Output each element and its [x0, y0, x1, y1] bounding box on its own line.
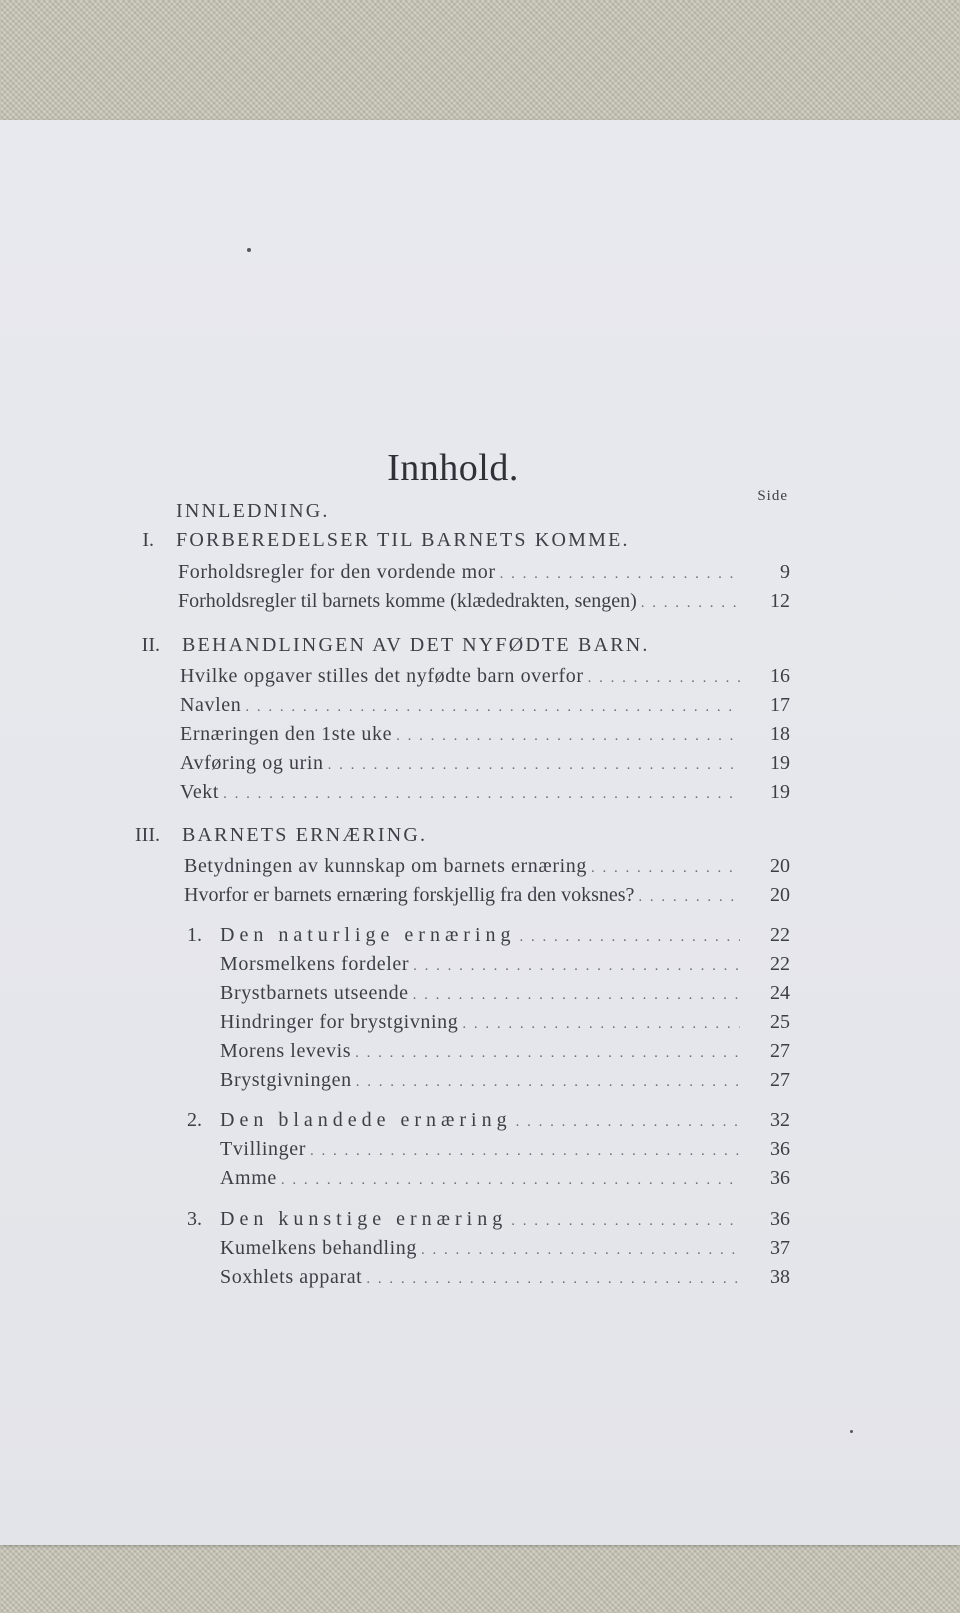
subsection-heading: Den naturlige ernæring: [220, 924, 516, 946]
entry-page: 27: [770, 1040, 790, 1062]
toc-entry: [0, 748, 960, 778]
dot-leader: [462, 1009, 740, 1039]
entry-label: Brystbarnets utseende: [220, 982, 409, 1004]
book-page: [0, 120, 960, 1545]
page-title: Innhold.: [387, 447, 519, 489]
subsection-heading: Den kunstige ernæring: [220, 1208, 508, 1230]
section-heading-row: [0, 630, 960, 660]
entry-label: Morens levevis: [220, 1040, 352, 1062]
dot-leader: [355, 1038, 740, 1068]
dot-leader: [356, 1067, 740, 1097]
section-heading: BEHANDLINGEN AV DET NYFØDTE BARN.: [182, 634, 650, 656]
dot-leader: [310, 1136, 740, 1166]
entry-page: 36: [770, 1167, 790, 1189]
toc-entry: [0, 1163, 960, 1193]
entry-label: Vekt: [180, 781, 220, 803]
entry-label: Ernæringen den 1ste uke: [180, 723, 393, 745]
section-heading-row: [0, 820, 960, 850]
dot-leader: [328, 750, 740, 780]
entry-page: 37: [770, 1237, 790, 1259]
section-numeral: III.: [135, 824, 160, 846]
section-numeral: I.: [142, 529, 154, 551]
entry-label: Hvorfor er barnets ernæring forskjellig fra den voksnes?: [184, 884, 635, 906]
entry-page: 38: [770, 1266, 790, 1288]
dot-leader: [638, 882, 740, 912]
toc-entry: [0, 719, 960, 749]
dot-leader: [500, 559, 740, 589]
dot-leader: [516, 1107, 740, 1137]
dot-leader: [641, 588, 740, 618]
section-heading: FORBEREDELSER TIL BARNETS KOMME.: [176, 529, 630, 551]
toc-entry: [0, 949, 960, 979]
section-numeral: II.: [141, 634, 160, 656]
toc-entry: [0, 1262, 960, 1292]
dot-leader: [396, 721, 740, 751]
dot-leader: [591, 853, 740, 883]
entry-page: 20: [770, 884, 790, 906]
entry-page: 9: [780, 561, 790, 583]
entry-label: Forholdsregler for den vordende mor: [178, 561, 496, 583]
toc-entry: [0, 1007, 960, 1037]
entry-page: 12: [770, 590, 790, 612]
toc-entry: [0, 978, 960, 1008]
entry-page: 17: [770, 694, 790, 716]
toc-entry: [0, 1134, 960, 1164]
toc-entry: [0, 1036, 960, 1066]
entry-label: Betydningen av kunnskap om barnets ernæring: [184, 855, 587, 877]
dot-leader: [366, 1264, 740, 1294]
entry-label: Tvillinger: [220, 1138, 306, 1160]
toc-entry: [0, 777, 960, 807]
section-heading: BARNETS ERNÆRING.: [182, 824, 428, 846]
entry-label: Navlen: [180, 694, 242, 716]
dot-leader: [520, 922, 741, 952]
entry-page: 20: [770, 855, 790, 877]
entry-page: 16: [770, 665, 790, 687]
entry-label: Amme: [220, 1167, 277, 1189]
toc-entry: [0, 661, 960, 691]
entry-label: Forholdsregler til barnets komme (klædedrakten, sengen): [178, 590, 637, 612]
toc-entry: [0, 586, 960, 616]
entry-page: 22: [770, 953, 790, 975]
entry-label: Hvilke opgaver stilles det nyfødte barn overfor: [180, 665, 584, 687]
toc-entry: [0, 557, 960, 587]
entry-page: 18: [770, 723, 790, 745]
toc-entry: [0, 851, 960, 881]
subsection-number: 2.: [187, 1109, 202, 1131]
intro-row: [0, 496, 960, 526]
entry-page: 19: [770, 781, 790, 803]
ink-speck: [850, 1430, 853, 1433]
entry-label: Soxhlets apparat: [220, 1266, 363, 1288]
entry-label: Kumelkens behandling: [220, 1237, 417, 1259]
entry-page: 19: [770, 752, 790, 774]
toc-entry: [0, 1233, 960, 1263]
entry-page: 24: [770, 982, 790, 1004]
subsection-heading: Den blandede ernæring: [220, 1109, 512, 1131]
subsection-heading-row: [0, 920, 960, 950]
entry-label: Avføring og urin: [180, 752, 324, 774]
dot-leader: [281, 1165, 740, 1195]
entry-page: 25: [770, 1011, 790, 1033]
entry-page: 36: [770, 1208, 790, 1230]
dot-leader: [223, 779, 740, 809]
subsection-number: 3.: [187, 1208, 202, 1230]
entry-label: Morsmelkens fordeler: [220, 953, 410, 975]
side-column-label: Side: [757, 488, 788, 504]
toc-entry: [0, 880, 960, 910]
entry-page: 36: [770, 1138, 790, 1160]
section-heading-row: [0, 525, 960, 555]
entry-page: 27: [770, 1069, 790, 1091]
ink-speck: [247, 248, 251, 252]
subsection-number: 1.: [187, 924, 202, 946]
dot-leader: [421, 1235, 740, 1265]
subsection-heading-row: [0, 1204, 960, 1234]
entry-label: Hindringer for brystgivning: [220, 1011, 459, 1033]
dot-leader: [511, 1206, 740, 1236]
entry-page: 32: [770, 1109, 790, 1131]
subsection-heading-row: [0, 1105, 960, 1135]
intro-heading: INNLEDNING.: [176, 500, 330, 522]
dot-leader: [413, 951, 740, 981]
dot-leader: [413, 980, 740, 1010]
entry-page: 22: [770, 924, 790, 946]
dot-leader: [245, 692, 740, 722]
toc-entry: [0, 1065, 960, 1095]
entry-label: Brystgivningen: [220, 1069, 352, 1091]
toc-entry: [0, 690, 960, 720]
dot-leader: [588, 663, 740, 693]
